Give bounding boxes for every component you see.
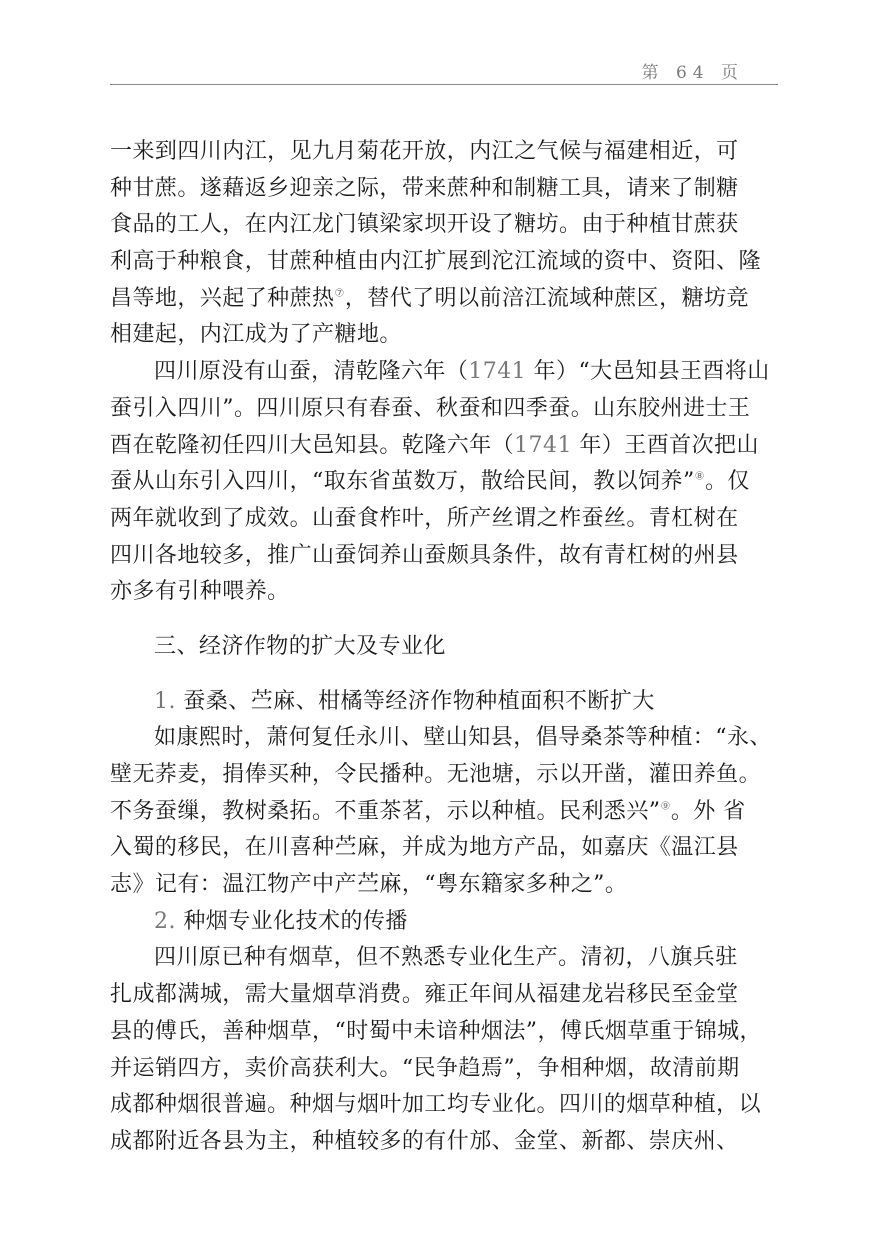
page-number: 第 64 页 [641, 63, 744, 83]
text-line: 入蜀的移民，在川喜种苎麻，并成为地方产品，如嘉庆《温江县 [110, 835, 739, 861]
paragraph [110, 720, 782, 903]
text-line: 四川原没有山蚕，清乾隆六年（1741 年）“大邑知县王酉将山 [154, 359, 770, 385]
subsection-heading [110, 684, 782, 721]
numeral: 1741 [468, 359, 527, 385]
text-line: 县的傅氏，善种烟草，“时蜀中未谙种烟法”，傅氏烟草重于锦城， [110, 1018, 762, 1044]
text-line: 不务蚕缫，教树桑拓。不重茶茗，示以种植。民利悉兴”⑨。外 省 [110, 798, 746, 824]
text-line: 四川各地较多，推广山蚕饲养山蚕颇具条件，故有青杠树的州县 [110, 542, 739, 568]
text-line: 并运销四方，卖价高获利大。“民争趋焉”，争相种烟，故清前期 [110, 1055, 740, 1081]
text-line: 成都种烟很普遍。种烟与烟叶加工均专业化。四川的烟草种植，以 [110, 1092, 762, 1118]
text-line: 亦多有引种喂养。 [110, 579, 290, 605]
text-line: 壁无荞麦，捐俸买种，令民播种。无池塘，示以开凿，灌田养鱼。 [110, 762, 762, 787]
text-line: 1. 蚕桑、苎麻、柑橘等经济作物种植面积不断扩大 [154, 688, 655, 714]
paragraph-gap [110, 611, 782, 629]
text-line: 成都附近各县为主，种植较多的有什邡、金堂、新都、崇庆州、 [110, 1128, 739, 1154]
footnote-marker: ⑨ [660, 799, 671, 813]
numeral: 2. [154, 908, 176, 934]
text-line: 相建起，内江成为了产糖地。 [110, 322, 402, 348]
header-rule [110, 84, 778, 85]
text-line: 酉在乾隆初任四川大邑知县。乾隆六年（1741 年）王酉首次把山 [110, 432, 759, 458]
text-line: 如康熙时，萧何复任永川、壁山知县，倡导桑茶等种植：“永、 [154, 725, 772, 751]
text-line: 食品的工人，在内江龙门镇梁家坝开设了糖坊。由于种植甘蔗获 [110, 212, 739, 238]
paragraph [110, 354, 782, 611]
footnote-marker: ⑧ [694, 469, 705, 483]
paragraph [110, 940, 782, 1160]
text-line: 扎成都满城，需大量烟草消费。雍正年间从福建龙岩移民至金堂 [110, 982, 739, 1008]
footnote-marker: ⑦ [334, 286, 345, 300]
text-line: 昌等地，兴起了种蔗热⑦，替代了明以前涪江流域种蔗区，糖坊竞 [110, 285, 749, 311]
text-line: 种甘蔗。遂藉返乡迎亲之际，带来蔗种和制糖工具，请来了制糖 [110, 175, 739, 201]
text-line: 两年就收到了成效。山蚕食柞叶，所产丝谓之柞蚕丝。青杠树在 [110, 505, 739, 531]
paragraph-gap [110, 666, 782, 684]
numeral: 1741 [514, 432, 572, 458]
text-line: 2. 种烟专业化技术的传播 [154, 908, 408, 934]
page-header [110, 58, 778, 84]
document-body [110, 134, 782, 1161]
section-heading [110, 629, 782, 666]
text-line: 蚕引入四川”。四川原只有春蚕、秋蚕和四季蚕。山东胶州进士王 [110, 395, 751, 421]
numeral: 1. [154, 688, 176, 714]
text-line: 志》记有：温江物产中产苎麻，“粤东籍家多种之”。 [110, 872, 628, 898]
text-line: 一来到四川内江，见九月菊花开放，内江之气候与福建相近，可 [110, 139, 739, 164]
subsection-heading [110, 904, 782, 941]
text-line: 四川原已种有烟草，但不熟悉专业化生产。清初，八旗兵驻 [154, 945, 738, 971]
text-line: 利高于种粮食，甘蔗种植由内江扩展到沱江流域的资中、资阳、隆 [110, 249, 762, 275]
paragraph [110, 134, 782, 354]
text-line: 三、经济作物的扩大及专业化 [154, 633, 446, 659]
text-line: 蚕从山东引入四川，“取东省茧数万，散给民间，教以饲养”⑧。仅 [110, 469, 750, 495]
